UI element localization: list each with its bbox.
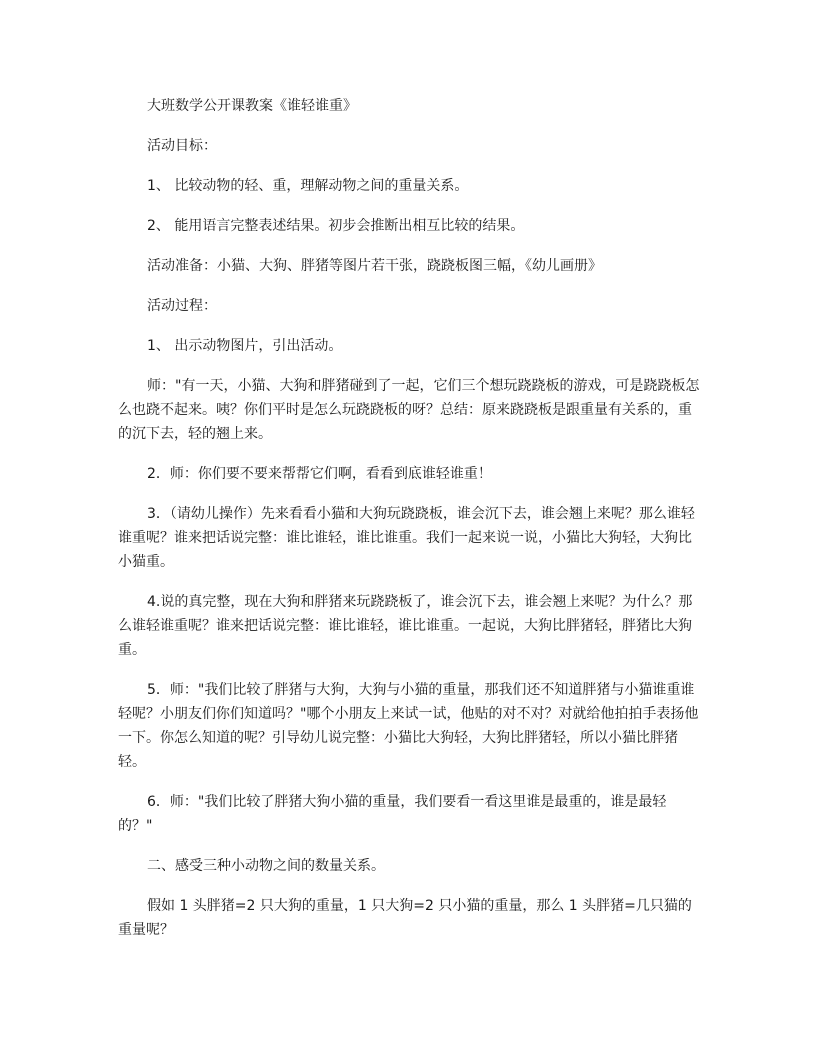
document-title: 大班数学公开课教案《谁轻谁重》	[147, 98, 357, 114]
paragraph-goals-heading: 活动目标：	[147, 138, 217, 154]
paragraph-process-heading: 活动过程：	[147, 298, 217, 314]
paragraph-section-2-heading: 二、感受三种小动物之间的数量关系。	[147, 858, 385, 874]
paragraph-step-6: 6．师："我们比较了胖猪大狗小猫的重量，我们要看一看这里谁是最重的，谁是最轻的？"	[118, 794, 667, 834]
paragraph-step-5: 5．师："我们比较了胖猪与大狗，大狗与小猫的重量，那我们还不知道胖猪与小猫谁重谁轻呢？小朋友们你们知道吗？"哪个小朋友上来试一试，他贴的对不对？对就给他拍拍手表扬他一下。你怎么知道的呢？引导幼儿说完整：小猫比大狗轻，大狗比胖猪轻，所以小猫比胖猪轻。	[118, 682, 699, 770]
paragraph-step-3: 3．（请幼儿操作）先来看看小猫和大狗玩跷跷板，谁会沉下去，谁会翘上来呢？那么谁轻谁重呢？谁来把话说完整：谁比谁轻，谁比谁重。我们一起来说一说，小猫比大狗轻，大狗比小猫重。	[118, 506, 695, 570]
paragraph-step-2: 2．师：你们要不要来帮帮它们啊，看看到底谁轻谁重！	[147, 466, 492, 482]
paragraph-goal-2: 2、 能用语言完整表述结果。初步会推断出相互比较的结果。	[147, 218, 525, 234]
paragraph-teacher-story: 师："有一天，小猫、大狗和胖猪碰到了一起，它们三个想玩跷跷板的游戏，可是跷跷板怎么也跷不起来。咦？你们平时是怎么玩跷跷板的呀？总结：原来跷跷板是跟重量有关系的，重的沉下去，轻的翘上来。	[118, 378, 700, 442]
paragraph-quantity-question: 假如 1 头胖猪=2 只大狗的重量，1 只大狗=2 只小猫的重量，那么 1 头胖猪=几只猫的重量呢？	[118, 898, 692, 938]
paragraph-step-4: 4.说的真完整，现在大狗和胖猪来玩跷跷板了，谁会沉下去，谁会翘上来呢？为什么？那么谁轻谁重呢？谁来把话说完整：谁比谁轻，谁比谁重。一起说，大狗比胖猪轻，胖猪比大狗重。	[118, 594, 693, 658]
paragraph-goal-1: 1、 比较动物的轻、重，理解动物之间的重量关系。	[147, 178, 469, 194]
paragraph-step-1: 1、 出示动物图片，引出活动。	[147, 338, 343, 354]
document-body	[118, 94, 700, 958]
paragraph-preparation: 活动准备：小猫、大狗、胖猪等图片若干张，跷跷板图三幅，《幼儿画册》	[147, 258, 602, 274]
